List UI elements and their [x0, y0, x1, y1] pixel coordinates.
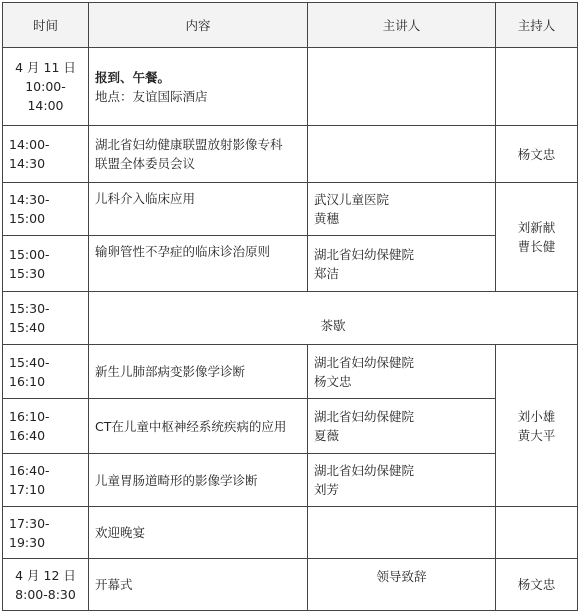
- time-cell: [3, 236, 89, 292]
- time-text: 14:00-14:30: [9, 137, 50, 171]
- speaker-cell: [308, 126, 496, 183]
- speaker-name: 杨文忠: [314, 373, 352, 389]
- content-line: 开幕式: [95, 577, 133, 592]
- time-text: 16:10-16:40: [9, 409, 50, 443]
- content-cell: [89, 559, 308, 611]
- header-host: 主持人: [496, 3, 578, 48]
- content-cell: [89, 454, 308, 507]
- speaker-cell: [308, 48, 496, 126]
- table-row: [3, 454, 578, 507]
- speaker-org: 湖北省妇幼保健院: [314, 409, 415, 424]
- speaker-org: 湖北省妇幼保健院: [314, 354, 415, 370]
- time-cell: [3, 399, 89, 454]
- time-text: 17:30-19:30: [9, 515, 50, 550]
- speaker-org: 湖北省妇幼保健院: [314, 463, 415, 478]
- content-line: 新生儿肺部病变影像学诊断: [95, 364, 246, 379]
- table-row: [3, 507, 578, 559]
- content-cell: [89, 183, 308, 236]
- content-line: 湖北省妇幼健康联盟放射影像专科: [95, 137, 283, 152]
- time-cell: [3, 183, 89, 236]
- speaker-cell: [308, 399, 496, 454]
- host-name: 刘小雄: [517, 408, 556, 424]
- speaker-name: 黄穗: [314, 211, 340, 226]
- host-name: 曹长健: [517, 239, 556, 254]
- time-text: 15:40-16:10: [9, 354, 50, 389]
- time-text: 16:40-17:10: [9, 463, 50, 497]
- host-name: 刘新献: [517, 220, 556, 235]
- time-cell: [3, 126, 89, 183]
- speaker-cell: [308, 454, 496, 507]
- time-text: 8:00-8:30: [15, 587, 76, 602]
- content-line: CT在儿童中枢神经系统疾病的应用: [95, 418, 287, 434]
- host-name: 黄大平: [517, 427, 556, 443]
- content-line: 输卵管性不孕症的临床诊治原则: [95, 244, 271, 259]
- header-speaker: 主讲人: [308, 3, 496, 48]
- content-cell: [89, 399, 308, 454]
- table-row: [3, 183, 578, 236]
- speaker-cell: [308, 345, 496, 399]
- content-line: 儿科介入临床应用: [95, 191, 196, 206]
- time-cell: [3, 48, 89, 126]
- header-content: 内容: [89, 3, 308, 48]
- speaker-org: 武汉儿童医院: [314, 192, 390, 207]
- speaker-name: 郑洁: [314, 265, 340, 281]
- content-cell: [89, 345, 308, 399]
- date-text: 4 月 12 日: [15, 568, 76, 583]
- content-cell: [89, 48, 308, 126]
- host-cell: [496, 507, 578, 559]
- host-cell: [496, 345, 578, 507]
- content-line: 儿童胃肠道畸形的影像学诊断: [95, 472, 258, 488]
- table-row: [3, 48, 578, 126]
- time-text: 14:30-15:00: [9, 192, 50, 226]
- host-cell: [496, 48, 578, 126]
- table-row: [3, 292, 578, 345]
- speaker-cell: [308, 236, 496, 292]
- speaker-name: 夏薇: [314, 428, 340, 443]
- host-cell: [496, 183, 578, 292]
- time-cell: [3, 454, 89, 507]
- speaker-cell: [308, 507, 496, 559]
- time-text: 15:00-15:30: [9, 246, 50, 281]
- time-cell: [3, 345, 89, 399]
- header-time: 时间: [3, 3, 89, 48]
- time-text: 10:00-14:00: [25, 79, 66, 113]
- speaker-org: 湖北省妇幼保健院: [314, 246, 415, 262]
- agenda-table: [2, 2, 578, 611]
- tea-break-cell: 茶歇: [89, 292, 578, 345]
- table-row: [3, 345, 578, 399]
- time-cell: [3, 292, 89, 345]
- content-line: 联盟全体委员会议: [95, 156, 196, 171]
- header-row: [3, 3, 578, 48]
- date-text: 4 月 11 日: [15, 60, 76, 75]
- content-title: 报到、午餐。: [95, 69, 171, 85]
- time-cell: [3, 507, 89, 559]
- host-cell: 杨文忠: [496, 126, 578, 183]
- time-cell: [3, 559, 89, 611]
- table-row: [3, 236, 578, 292]
- speaker-cell: [308, 183, 496, 236]
- host-cell: 杨文忠: [496, 559, 578, 611]
- content-location: 地点：友谊国际酒店: [95, 88, 208, 104]
- speaker-cell: [308, 559, 496, 611]
- table-row: [3, 126, 578, 183]
- content-cell: [89, 236, 308, 292]
- content-cell: [89, 507, 308, 559]
- speaker-note: 领导致辞: [376, 569, 427, 584]
- speaker-name: 刘芳: [314, 482, 340, 497]
- content-line: 欢迎晚宴: [95, 525, 146, 540]
- table-row: [3, 399, 578, 454]
- time-text: 15:30-15:40: [9, 301, 50, 335]
- content-cell: [89, 126, 308, 183]
- table-row: [3, 559, 578, 611]
